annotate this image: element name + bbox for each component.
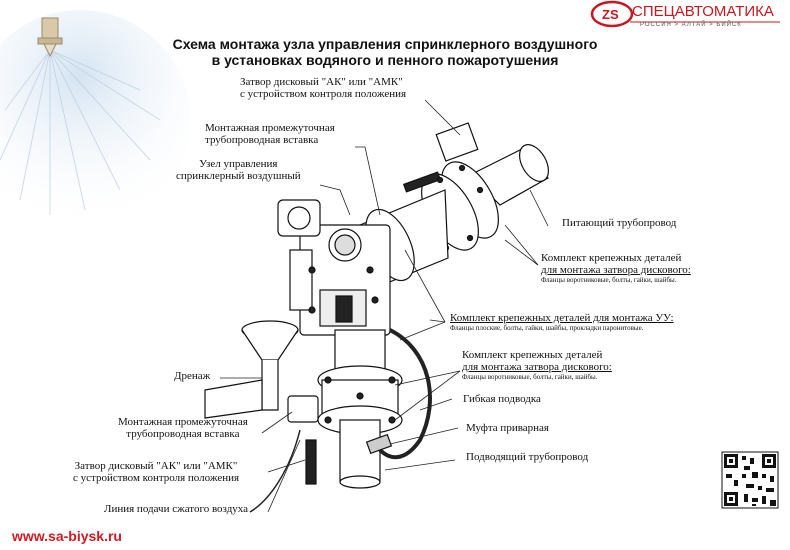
label-uzel-line2: спринклерный воздушный (176, 170, 301, 182)
label-podvodyashiy: Подводящий трубопровод (466, 451, 589, 463)
website-link[interactable]: www.sa-biysk.ru (12, 528, 122, 544)
label-zatvor-top (240, 76, 406, 100)
label-vstavka-bot-line2: трубопроводная вставка (126, 428, 240, 440)
label-vstavka-top-line2: трубопроводная вставка (205, 134, 319, 146)
label-komplekt-zatvor-top-line1: Комплект крепежных деталей (541, 252, 682, 264)
air-line (250, 430, 300, 512)
label-komplekt-zatvor-bot-line2: для монтажа затвора дискового: (462, 361, 612, 373)
label-komplekt-zatvor-top (541, 252, 691, 285)
lower-disc-valve (288, 396, 318, 484)
label-zatvor-top-line2: с устройством контроля положения (240, 88, 407, 100)
label-komplekt-zatvor-top-sub: Фланцы воротниковые, болты, гайки, шайбы. (541, 276, 677, 284)
title-line-1: Схема монтажа узла управления спринклерного воздушного (172, 36, 598, 52)
label-uzel-line1: Узел управления (199, 158, 278, 170)
svg-text:ZS: ZS (602, 7, 619, 22)
label-vstavka-bot-line1: Монтажная промежуточная (118, 416, 248, 428)
label-pitayushiy: Питающий трубопровод (562, 217, 677, 229)
label-komplekt-zatvor-bot (462, 349, 612, 382)
label-drenazh: Дренаж (174, 370, 211, 382)
label-vstavka-bot (118, 416, 248, 440)
label-zatvor-top-line1: Затвор дисковый "АК" или "АМК" (240, 76, 403, 88)
label-komplekt-zatvor-bot-line1: Комплект крепежных деталей (462, 349, 603, 361)
label-zatvor-bot (73, 460, 239, 484)
label-vstavka-top-line1: Монтажная промежуточная (205, 122, 335, 134)
label-mufta: Муфта приварная (466, 422, 549, 434)
lower-riser (318, 330, 402, 488)
title-line-2: в установках водяного и пенного пожаротушения (211, 52, 559, 68)
label-komplekt-zatvor-bot-sub: Фланцы воротниковые, болты, гайки, шайбы. (462, 373, 598, 381)
label-komplekt-uu (450, 312, 674, 333)
brand-name: СПЕЦАВТОМАТИКА (632, 3, 774, 20)
label-vstavka-top (205, 122, 335, 146)
page-title (150, 36, 620, 68)
brand-tagline: РОССИЯ > АЛТАЙ > БИЙСК (640, 22, 742, 28)
label-liniya: Линия подачи сжатого воздуха (104, 503, 249, 515)
label-uzel (176, 158, 301, 182)
label-zatvor-bot-line2: с устройством контроля положения (73, 472, 240, 484)
drain-funnel (205, 321, 298, 418)
label-gibkaya: Гибкая подводка (463, 393, 541, 405)
label-komplekt-uu-line1: Комплект крепежных деталей для монтажа УУ: (450, 312, 674, 324)
label-zatvor-bot-line1: Затвор дисковый "АК" или "АМК" (74, 460, 238, 472)
label-komplekt-zatvor-top-line2: для монтажа затвора дискового: (541, 264, 691, 276)
label-komplekt-uu-sub: Фланцы плоские, болты, гайки, шайбы, прокладки паронитовые. (450, 324, 644, 332)
